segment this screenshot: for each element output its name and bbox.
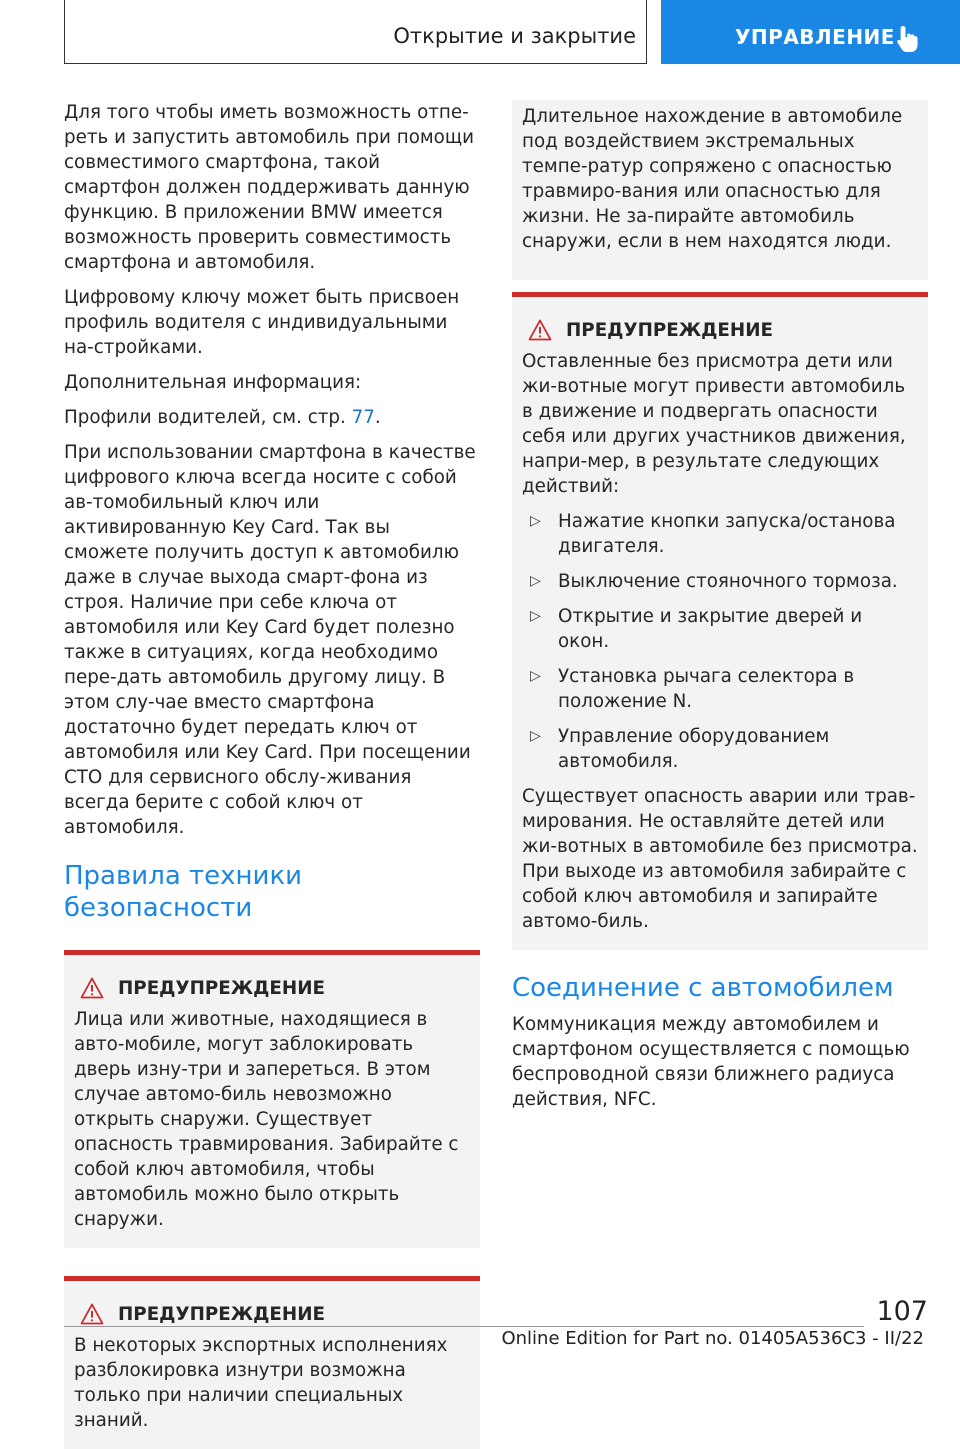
triangle-right-outline-icon: ▷ [530,573,541,589]
footer-divider [64,1326,864,1327]
warning-box-children-animals [512,292,928,950]
warning-box-export-versions [64,1276,480,1449]
right-column [512,100,928,1122]
warning-title: ПРЕДУПРЕЖДЕНИЕ [566,319,773,341]
warning-title: ПРЕДУПРЕЖДЕНИЕ [118,1303,325,1325]
page-link-77[interactable]: 77 [351,407,375,428]
warning-box-continued [512,100,928,280]
warning-text-continued: Длительное нахождение в автомобиле под воздействием экстремальных темпе-ратур сопряжено с опасностью травмиро-вания или опасностью для жизни. Не за-пирайте автомобиль снаружи, если в нем находятся люди. [522,106,903,252]
left-column [64,100,480,1449]
list-item-text: Выключение стояночного тормоза. [558,571,898,592]
list-item [522,724,918,774]
warning-header [522,319,918,341]
header-section-box [64,0,647,64]
paragraph-profiles-reference [64,405,480,430]
list-item [522,604,918,654]
warning-text: В некоторых экспортных исполнениях разблокировка изнутри возможна только при наличии специальных знаний. [74,1335,448,1431]
list-item-text: Установка рычага селектора в положение N. [558,666,855,712]
list-item [522,569,918,594]
warning-box-locked-in [64,950,480,1248]
list-item [522,664,918,714]
warning-outro: Существует опасность аварии или трав-мирования. Не оставляйте детей или жи-вотных в автомобиле без присмотра. При выходе из автомобиля забирайте с собой ключ автомобиля и запирайте автомо-биль. [522,786,918,932]
warning-title: ПРЕДУПРЕЖДЕНИЕ [118,977,325,999]
hand-pointer-icon [895,24,921,54]
warning-header [74,977,470,999]
header-chapter-title: УПРАВЛЕНИЕ [735,25,895,49]
paragraph-additional-info: Дополнительная информация: [64,372,362,393]
warning-triangle-icon [80,977,104,999]
paragraph-carry-key: При использовании смартфона в качестве цифрового ключа всегда носите с собой ав-томобильный ключ или активированную Key Card. Так вы сможете получить доступ к автомобилю даже в случае выхода смарт-фона из строя. Наличие при себе ключа от автомобиля или Key Card будет полезно также в ситуациях, когда необходимо пере-дать автомобиль другому лицу. В этом слу-чае вместо смартфона достаточно будет передать ключ от автомобиля или Key Card. При посещении СТО для сервисного обслу-живания всегда берите с собой ключ от автомобиля. [64,442,476,838]
paragraph-app-compatibility: Для того чтобы иметь возможность отпе-реть и запустить автомобиль при помощи совместимого смартфона, такой смартфон должен поддерживать данную функцию. В приложении BMW имеется возможность проверить совместимость смартфона и автомобиля. [64,102,474,273]
list-item-text: Нажатие кнопки запуска/останова двигателя. [558,511,896,557]
triangle-right-outline-icon: ▷ [530,668,541,684]
triangle-right-outline-icon: ▷ [530,513,541,529]
warning-triangle-icon [80,1303,104,1325]
list-item [522,509,918,559]
paragraph-nfc: Коммуникация между автомобилем и смартфоном осуществляется с помощью беспроводной связи ближнего радиуса действия, NFC. [512,1014,910,1110]
triangle-right-outline-icon: ▷ [530,608,541,624]
profiles-reference-suffix: . [374,407,381,428]
footer-edition: Online Edition for Part no. 01405A536C3 - II/22 [501,1328,924,1349]
list-item-text: Открытие и закрытие дверей и окон. [558,606,863,652]
warning-triangle-icon [528,319,552,341]
page-number: 107 [876,1296,928,1327]
header-chapter-box [661,0,960,64]
heading-safety-rules: Правила техники безопасности [64,861,303,923]
paragraph-driver-profile: Цифровому ключу может быть присвоен профиль водителя с индивидуальными на-стройками. [64,287,460,358]
profiles-reference-text: Профили водителей, см. стр. [64,407,352,428]
warning-action-list [522,509,918,774]
heading-vehicle-connection: Соединение с автомобилем [512,973,894,1003]
warning-text: Лица или животные, находящиеся в авто-мобиле, могут заблокировать дверь изну-три и запереться. В этом случае автомо-биль невозможно открыть снаружи. Существует опасность травмирования. Забирайте с собой ключ автомобиля, чтобы автомобиль можно было открыть снаружи. [74,1009,459,1230]
list-item-text: Управление оборудованием автомобиля. [558,726,830,772]
warning-header [74,1303,470,1325]
warning-intro: Оставленные без присмотра дети или жи-вотные могут привести автомобиль в движение и подвергать опасности себя или других участников движения, напри-мер, в результате следующих действий: [522,351,906,497]
triangle-right-outline-icon: ▷ [530,728,541,744]
header-section-title: Открытие и закрытие [393,24,636,48]
